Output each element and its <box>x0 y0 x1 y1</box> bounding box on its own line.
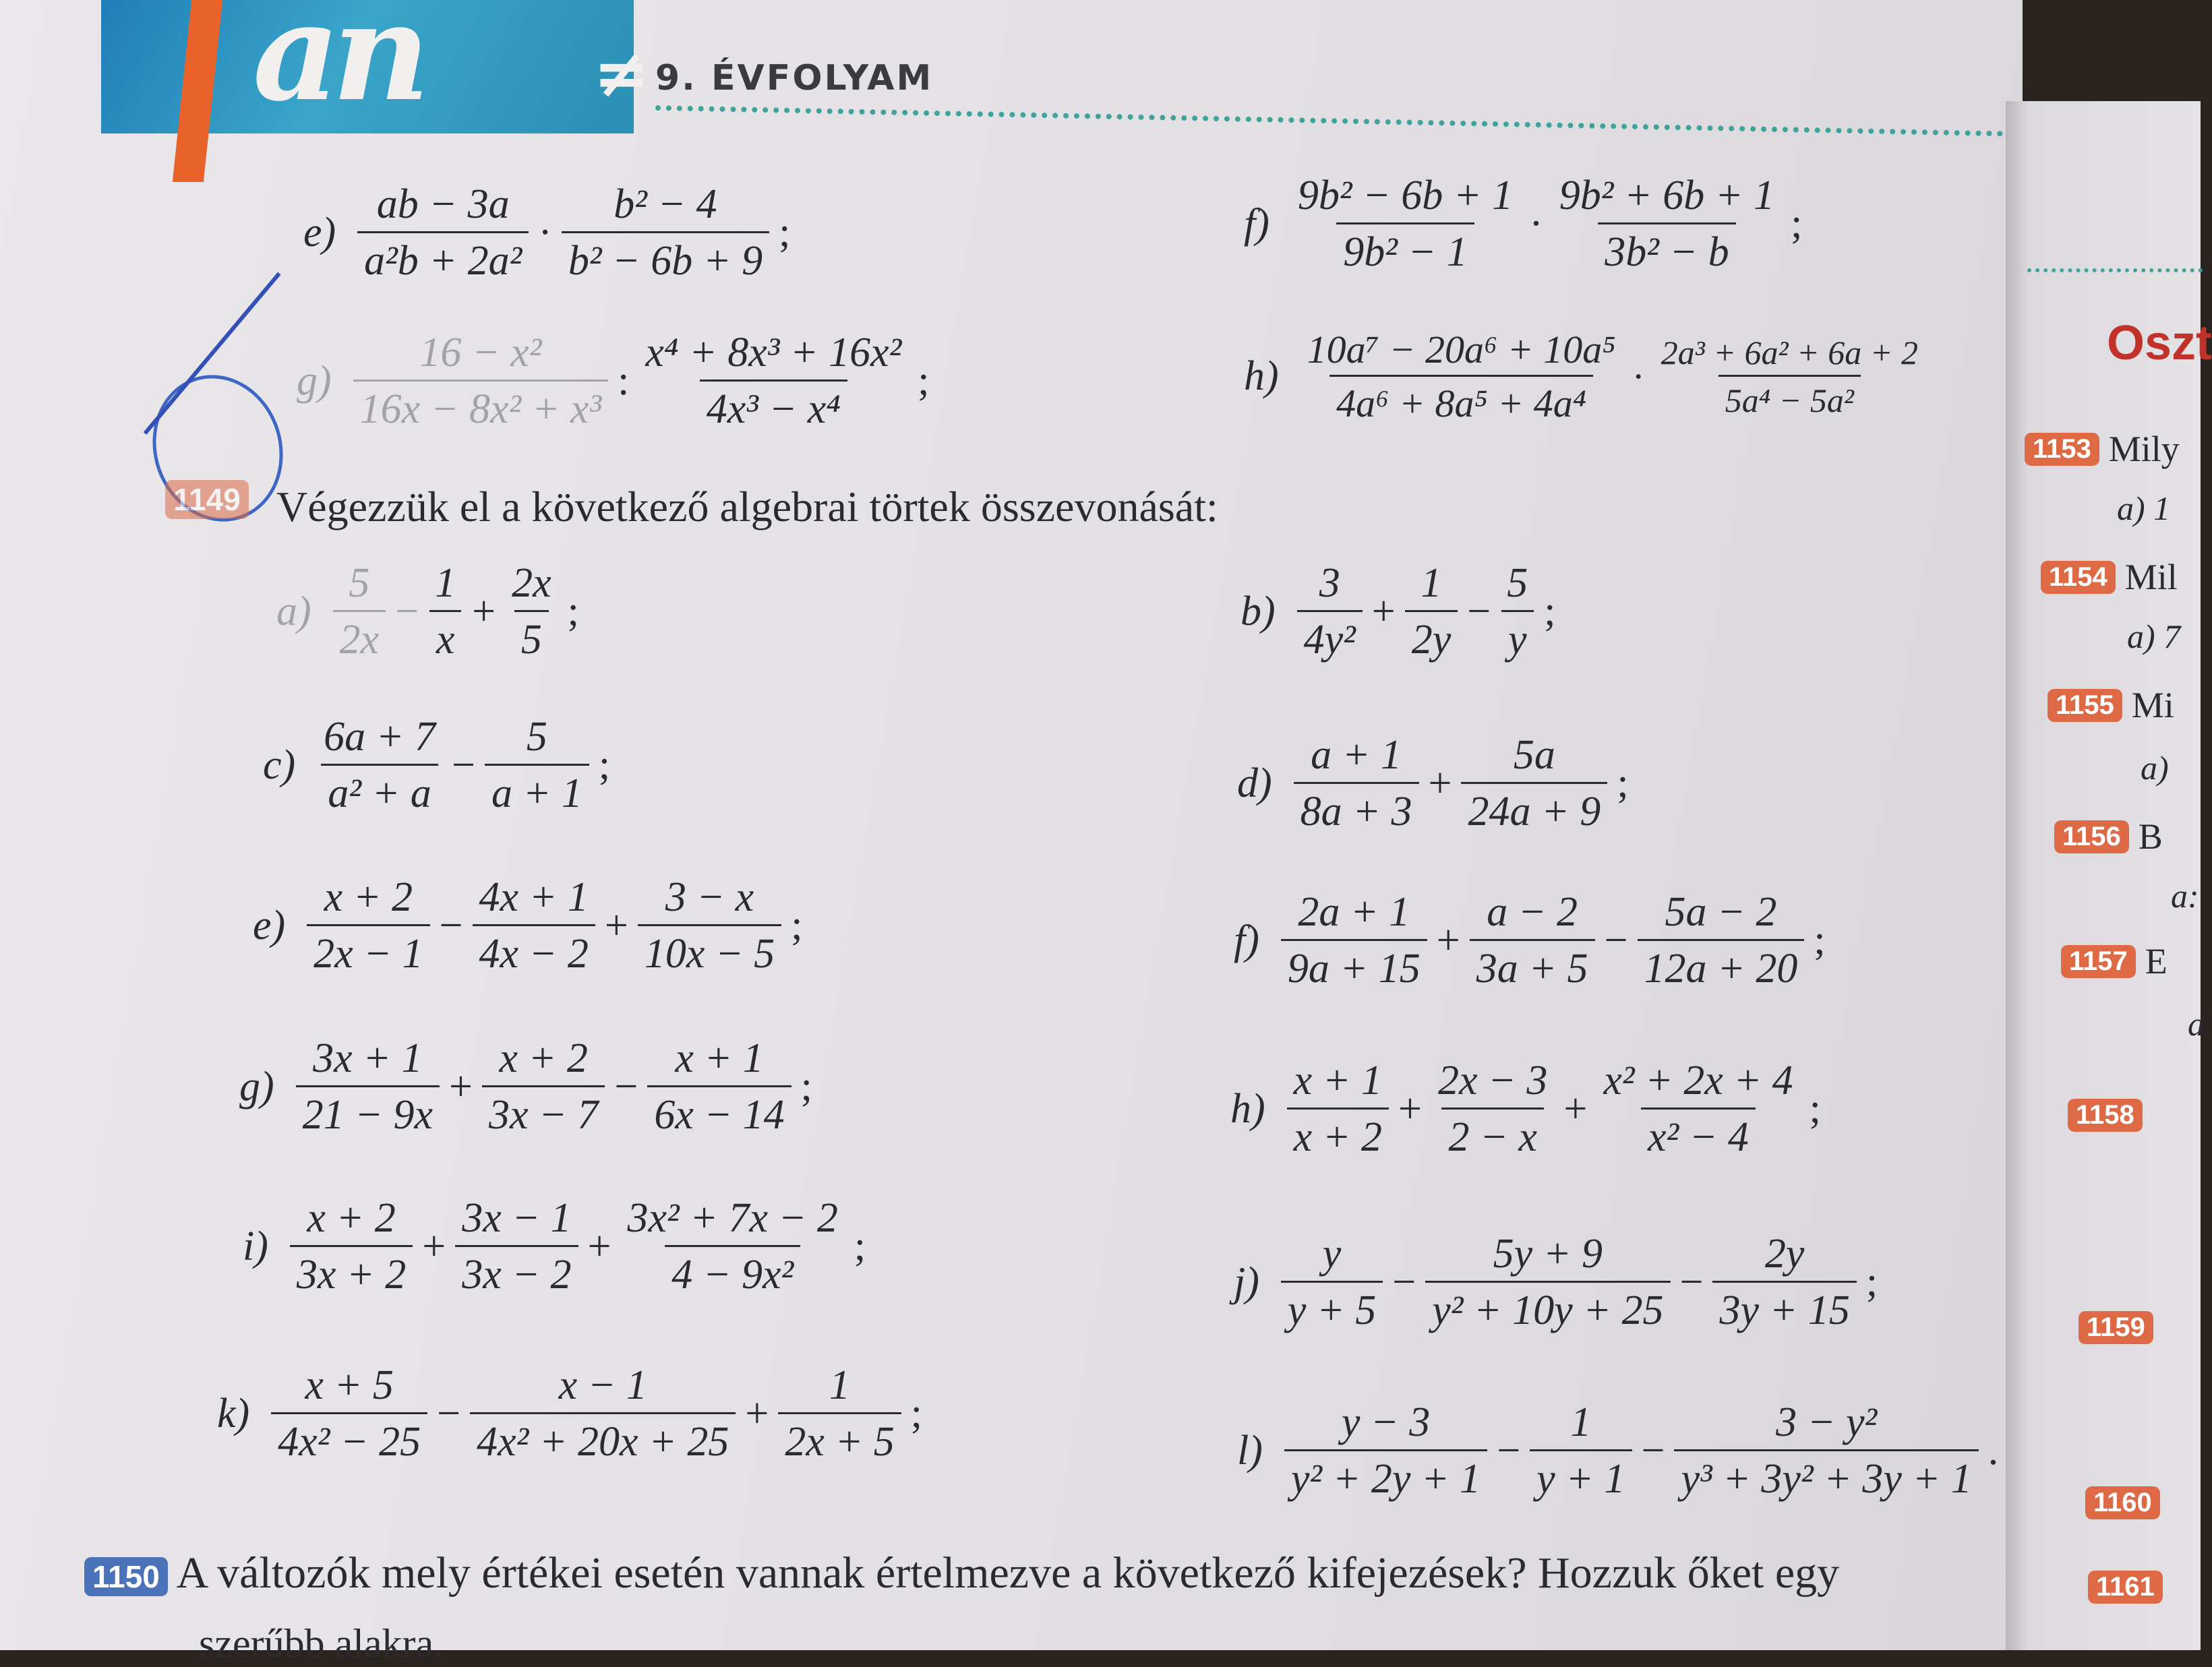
numerator: x + 5 <box>305 1362 394 1408</box>
denominator: 3x − 7 <box>482 1085 605 1139</box>
fraction <box>485 713 589 818</box>
fraction <box>271 1362 427 1466</box>
denominator: 9b² − 1 <box>1336 222 1474 276</box>
item-label: f) <box>1234 917 1259 963</box>
denominator: b² − 6b + 9 <box>562 231 769 285</box>
task-number-badge: 1153 <box>2025 433 2099 466</box>
right-task-sub: a <box>2188 1005 2205 1043</box>
fraction <box>455 1194 578 1299</box>
task-item-f <box>1234 888 1831 993</box>
numerator: x + 2 <box>499 1035 588 1081</box>
terminator: ; <box>1814 917 1826 963</box>
task-number-badge: 1160 <box>2085 1486 2160 1519</box>
operator: − <box>1497 1428 1521 1474</box>
operator: · <box>1632 355 1645 398</box>
numerator: 6a + 7 <box>324 714 436 760</box>
terminator: ; <box>1865 1259 1878 1305</box>
numerator: b² − 4 <box>614 181 717 227</box>
denominator: x <box>429 610 462 664</box>
numerator: 5a − 2 <box>1665 889 1777 935</box>
task-item-c <box>263 713 616 818</box>
grade-heading: 9. ÉVFOLYAM <box>655 58 934 98</box>
item-label: g) <box>297 358 332 404</box>
right-task-1154 <box>2041 556 2178 598</box>
operator: − <box>1679 1259 1704 1305</box>
task-1149-badge <box>165 480 249 519</box>
item-label: h) <box>1230 1086 1265 1132</box>
denominator: 4 − 9x² <box>665 1245 800 1299</box>
operator: − <box>1641 1428 1665 1474</box>
fraction <box>1638 888 1805 993</box>
logo-letters: an <box>253 0 422 131</box>
fraction <box>296 1035 440 1139</box>
denominator: a² + a <box>321 764 438 818</box>
terminator: ; <box>1617 760 1629 806</box>
numerator: x + 1 <box>1293 1058 1383 1103</box>
logo-stripe <box>173 0 222 182</box>
numerator: 5 <box>1507 560 1528 606</box>
numerator: 9b² − 6b + 1 <box>1297 173 1514 218</box>
task-number-badge: 1149 <box>165 480 249 519</box>
fraction <box>317 713 442 818</box>
prev-item-f <box>1244 172 1807 276</box>
task-item-h <box>1230 1057 1826 1161</box>
numerator: 2x − 3 <box>1437 1058 1548 1103</box>
chapter-logo <box>101 0 650 133</box>
denominator: 2 − x <box>1441 1108 1543 1161</box>
numerator: x⁴ + 8x³ + 16x² <box>645 330 902 375</box>
numerator: 5 <box>349 560 370 606</box>
denominator: 24a + 9 <box>1461 782 1607 836</box>
denominator: 3b² − b <box>1598 222 1735 276</box>
terminator: ; <box>800 1064 812 1110</box>
terminator: ; <box>854 1223 866 1269</box>
terminator: ; <box>1544 588 1556 634</box>
numerator: 2x <box>512 560 551 606</box>
fraction <box>473 874 595 978</box>
operator: − <box>1604 917 1628 963</box>
denominator: 8a + 3 <box>1294 782 1419 836</box>
denominator: 4x² + 20x + 25 <box>470 1412 736 1466</box>
operator: + <box>1398 1086 1422 1132</box>
numerator: 5a <box>1513 732 1555 778</box>
numerator: ab − 3a <box>376 181 510 227</box>
denominator: a + 1 <box>485 764 589 818</box>
denominator: 6x − 14 <box>647 1085 791 1139</box>
terminator: ; <box>791 903 803 948</box>
task-item-k <box>217 1362 928 1466</box>
operator: − <box>395 588 419 634</box>
item-label: i) <box>243 1223 268 1269</box>
numerator: x + 1 <box>675 1035 764 1081</box>
denominator: 4y² <box>1297 610 1363 664</box>
denominator: 4x − 2 <box>473 924 595 978</box>
right-task-sub: a) <box>2141 749 2169 787</box>
terminator: . <box>1987 1428 1999 1474</box>
denominator: 2x + 5 <box>778 1412 901 1466</box>
denominator: 12a + 20 <box>1638 939 1805 993</box>
numerator: 16 − x² <box>419 330 542 375</box>
right-task-sub: a) 1 <box>2117 489 2171 527</box>
operator: − <box>437 1391 461 1436</box>
terminator: ; <box>1791 201 1803 247</box>
fraction <box>1284 1399 1487 1503</box>
item-label: c) <box>263 742 296 788</box>
fraction <box>621 1194 845 1299</box>
operator: · <box>538 210 552 255</box>
operator: − <box>1467 588 1491 634</box>
item-label: b) <box>1240 588 1276 634</box>
operator: + <box>472 588 496 634</box>
operator: · <box>1529 201 1543 247</box>
numerator: x² + 2x + 4 <box>1603 1058 1793 1103</box>
numerator: x − 1 <box>558 1362 647 1408</box>
task-number-badge: 1156 <box>2054 820 2129 853</box>
task-number-badge: 1159 <box>2079 1311 2153 1344</box>
operator: + <box>587 1223 611 1269</box>
task-item-l <box>1237 1399 2004 1503</box>
task-1149-title <box>276 482 1218 532</box>
denominator: 10x − 5 <box>638 924 781 978</box>
denominator: 3y + 15 <box>1712 1281 1856 1335</box>
numerator: y <box>1322 1231 1342 1277</box>
terminator: ; <box>918 358 930 404</box>
denominator: y² + 2y + 1 <box>1284 1449 1487 1503</box>
numerator: 5 <box>526 714 547 760</box>
item-label: h) <box>1244 353 1279 399</box>
operator: + <box>1436 917 1460 963</box>
fraction <box>1553 172 1781 276</box>
denominator: a²b + 2a² <box>357 231 529 285</box>
task-text: Mily <box>2108 429 2180 469</box>
operator: + <box>604 903 628 948</box>
numerator: 2a³ + 6a² + 6a + 2 <box>1661 334 1918 371</box>
denominator: 4a⁶ + 8a⁵ + 4a⁴ <box>1329 375 1593 426</box>
task-number-badge: 1157 <box>2061 945 2136 978</box>
denominator: y³ + 3y² + 3y + 1 <box>1674 1449 1978 1503</box>
fraction <box>353 329 608 433</box>
denominator: 9a + 15 <box>1281 939 1427 993</box>
denominator: 5a⁴ − 5a² <box>1718 375 1861 420</box>
numerator: x + 2 <box>307 1195 396 1241</box>
right-task-1155 <box>2047 684 2174 726</box>
fraction <box>1425 1230 1670 1335</box>
item-label: e) <box>253 903 286 948</box>
denominator: 2x <box>333 610 386 664</box>
denominator: 4x³ − x⁴ <box>700 380 847 433</box>
numerator: 3 <box>1319 560 1340 606</box>
fraction <box>1461 731 1607 836</box>
fraction <box>333 559 386 664</box>
task-item-a <box>276 559 585 664</box>
prev-item-g <box>297 329 935 433</box>
denominator: y <box>1501 610 1534 664</box>
right-task-1153 <box>2025 428 2180 470</box>
task-item-d <box>1237 731 1634 836</box>
fraction <box>428 559 462 664</box>
fraction <box>1500 559 1534 664</box>
fraction <box>482 1035 605 1139</box>
numerator: 4x + 1 <box>479 874 589 920</box>
item-label: e) <box>303 210 336 255</box>
numerator: 1 <box>829 1362 851 1408</box>
task-number-badge: 1161 <box>2088 1571 2163 1604</box>
denominator: 5 <box>514 610 549 664</box>
task-text: A változók mely értékei esetén vannak értelmezve a következő kifejezések? Hozzuk őket egy <box>176 1548 1840 1598</box>
item-label: k) <box>217 1391 250 1436</box>
fraction <box>1530 1399 1632 1503</box>
task-item-b <box>1240 559 1561 664</box>
right-book-page <box>2006 101 2212 1650</box>
right-task-sub: a: <box>2171 877 2199 915</box>
right-page-dotted-rule <box>2027 268 2203 272</box>
prev-item-h <box>1244 327 1929 426</box>
item-label: l) <box>1237 1428 1263 1474</box>
fraction <box>505 559 558 664</box>
header-dotted-rule <box>655 105 2004 136</box>
task-title-text: Végezzük el a következő algebrai törtek összevonását: <box>276 483 1218 531</box>
fraction <box>1281 888 1427 993</box>
numerator: y − 3 <box>1341 1399 1431 1445</box>
fraction <box>1281 1230 1383 1335</box>
numerator: 9b² + 6b + 1 <box>1559 173 1775 218</box>
operator: + <box>422 1223 446 1269</box>
operator: + <box>1371 588 1396 634</box>
fraction <box>1405 559 1458 664</box>
item-label: d) <box>1237 760 1272 806</box>
fraction <box>1596 1057 1799 1161</box>
numerator: 2y <box>1764 1231 1805 1277</box>
fraction <box>1287 1057 1389 1161</box>
right-task-1159 <box>2079 1311 2163 1344</box>
terminator: ; <box>910 1391 922 1436</box>
fraction <box>1301 327 1623 426</box>
item-label: g) <box>239 1064 274 1110</box>
task-item-e <box>253 874 808 978</box>
denominator: 4x² − 25 <box>271 1412 427 1466</box>
numerator: 3 − y² <box>1776 1399 1878 1445</box>
task-item-i <box>243 1194 871 1299</box>
operator: − <box>439 903 463 948</box>
fraction <box>1291 172 1520 276</box>
fraction <box>1431 1057 1554 1161</box>
fraction <box>638 874 781 978</box>
terminator: ; <box>567 588 579 634</box>
operator: + <box>449 1064 473 1110</box>
task-text: Mil <box>2124 557 2178 597</box>
task-1150 <box>84 1548 1840 1666</box>
denominator: x + 2 <box>1287 1108 1389 1161</box>
task-item-g <box>239 1035 818 1139</box>
fraction <box>647 1035 791 1139</box>
fraction <box>1674 1399 1978 1503</box>
fraction <box>638 329 908 433</box>
fraction <box>562 181 769 285</box>
denominator: 21 − 9x <box>296 1085 440 1139</box>
denominator: 3x + 2 <box>290 1245 413 1299</box>
task-text: Mi <box>2131 685 2174 725</box>
denominator: x² − 4 <box>1641 1108 1756 1161</box>
fraction <box>470 1362 736 1466</box>
task-number-badge: 1158 <box>2068 1099 2143 1132</box>
task-number-badge: 1154 <box>2041 561 2116 594</box>
item-label: j) <box>1234 1259 1259 1305</box>
right-task-1161 <box>2088 1571 2172 1604</box>
fraction <box>1294 731 1419 836</box>
right-task-1160 <box>2085 1486 2170 1519</box>
fraction <box>357 181 529 285</box>
numerator: 1 <box>1421 560 1442 606</box>
fraction <box>1654 333 1925 420</box>
denominator: y + 1 <box>1530 1449 1632 1503</box>
numerator: 10a⁷ − 20a⁶ + 10a⁵ <box>1307 328 1616 371</box>
task-item-j <box>1234 1230 1883 1335</box>
fraction <box>1297 559 1363 664</box>
numerator: a − 2 <box>1487 889 1578 935</box>
terminator: ; <box>779 210 791 255</box>
fraction <box>290 1194 413 1299</box>
prev-item-e <box>303 181 796 285</box>
operator: : <box>618 358 630 404</box>
terminator: ; <box>1809 1086 1821 1132</box>
logo-not-equal-symbol: ≠ <box>593 34 650 113</box>
operator: − <box>1392 1259 1416 1305</box>
right-task-sub: a) 7 <box>2127 617 2181 655</box>
operator: + <box>745 1391 769 1436</box>
numerator: 3 − x <box>665 874 754 920</box>
denominator: y² + 10y + 25 <box>1425 1281 1670 1335</box>
task-number-badge: 1150 <box>84 1557 168 1596</box>
numerator: 3x² + 7x − 2 <box>627 1195 838 1241</box>
fraction <box>1712 1230 1856 1335</box>
fraction <box>1470 888 1595 993</box>
numerator: 1 <box>435 560 456 606</box>
operator: + <box>1563 1086 1588 1132</box>
task-text: B <box>2138 816 2163 857</box>
numerator: 3x + 1 <box>313 1035 423 1081</box>
numerator: 3x − 1 <box>462 1195 572 1241</box>
denominator: 2x − 1 <box>307 924 429 978</box>
numerator: 2a + 1 <box>1298 889 1410 935</box>
operator: − <box>614 1064 638 1110</box>
denominator: 3a + 5 <box>1470 939 1595 993</box>
item-label: a) <box>276 588 311 634</box>
task-text: E <box>2145 941 2168 981</box>
right-task-1157 <box>2061 940 2168 982</box>
operator: + <box>1428 760 1452 806</box>
numerator: x + 2 <box>324 874 413 920</box>
fraction <box>307 874 429 978</box>
fraction <box>778 1362 901 1466</box>
denominator: 2y <box>1405 610 1458 664</box>
task-number-badge: 1155 <box>2047 689 2122 722</box>
task-text-continuation: szerűbb alakra. <box>199 1621 444 1666</box>
item-label: f) <box>1244 201 1269 247</box>
terminator: ; <box>598 742 611 788</box>
right-task-1156 <box>2054 816 2163 857</box>
right-task-1158 <box>2068 1099 2152 1132</box>
right-page-heading: Oszt <box>2107 316 2212 370</box>
denominator: 16x − 8x² + x³ <box>353 380 608 433</box>
numerator: 5y + 9 <box>1493 1231 1603 1277</box>
operator: − <box>452 742 475 788</box>
numerator: 1 <box>1570 1399 1592 1445</box>
numerator: a + 1 <box>1311 732 1402 778</box>
denominator: y + 5 <box>1281 1281 1383 1335</box>
denominator: 3x − 2 <box>455 1245 578 1299</box>
